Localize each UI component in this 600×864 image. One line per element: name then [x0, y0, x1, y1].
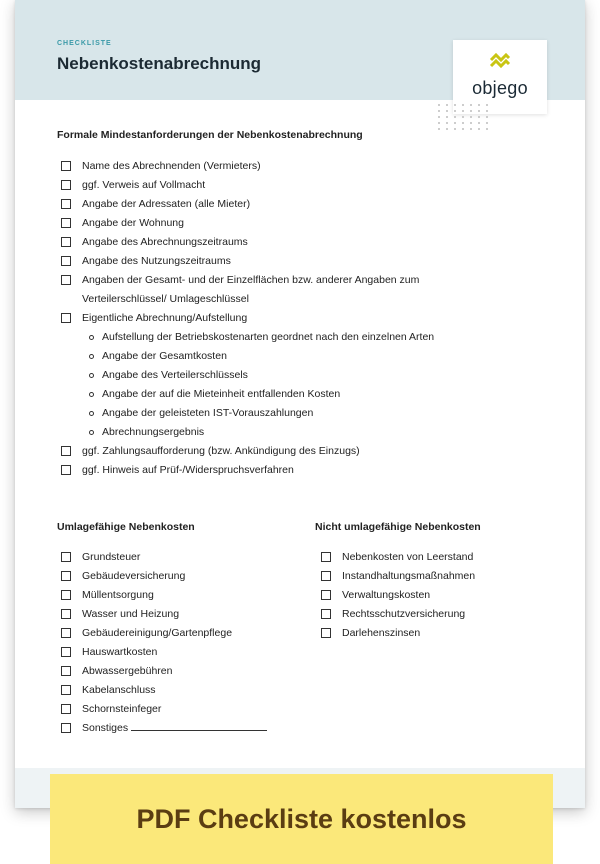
checkbox[interactable] [321, 628, 331, 638]
subitem-label: Abrechnungsergebnis [102, 426, 205, 438]
checklist-item [57, 176, 537, 195]
checkbox[interactable] [61, 237, 71, 247]
checklist-item [57, 233, 537, 252]
circle-bullet-icon [89, 411, 94, 416]
checklist-item [57, 309, 537, 328]
formal-checklist [57, 157, 537, 480]
checklist-item-label: Müllentsorgung [82, 589, 154, 601]
checkbox[interactable] [61, 628, 71, 638]
checkbox[interactable] [61, 161, 71, 171]
checkbox[interactable] [61, 571, 71, 581]
checklist-item-label: Angabe der Wohnung [82, 217, 184, 229]
download-pdf-button[interactable]: PDF Checkliste kostenlos [50, 774, 553, 864]
checkbox[interactable] [61, 218, 71, 228]
checkbox[interactable] [61, 685, 71, 695]
checklist-subitem [57, 366, 537, 385]
checkbox[interactable] [61, 256, 71, 266]
checklist-subitem [57, 385, 537, 404]
checklist-item-label: Gebäudeversicherung [82, 570, 186, 582]
nicht-umlage-checklist [317, 548, 567, 643]
checklist-item [317, 586, 567, 605]
checklist-item-label: Angabe des Nutzungszeitraums [82, 255, 231, 267]
checklist-item-label: ggf. Zahlungsaufforderung (bzw. Ankündigung des Einzugs) [82, 445, 360, 457]
checklist-document [15, 0, 585, 808]
checklist-item [57, 442, 537, 461]
checklist-item [57, 643, 307, 662]
checklist-item-label: Gebäudereinigung/Gartenpflege [82, 627, 233, 639]
section-title-nicht-umlage: Nicht umlagefähige Nebenkosten [315, 521, 481, 533]
checklist-item-label: Angaben der Gesamt- und der Einzelflächen bzw. anderer Angaben zum Verteilerschlüssel/ Umlageschlüssel [82, 274, 420, 305]
checklist-item-label: Instandhaltungsmaßnahmen [342, 570, 476, 582]
checklist-item-label: ggf. Hinweis auf Prüf-/Widerspruchsverfahren [82, 464, 294, 476]
checklist-item-label: Sonstiges [82, 722, 129, 734]
checklist-item [317, 624, 567, 643]
checklist-item [57, 195, 537, 214]
checkbox[interactable] [61, 275, 71, 285]
checklist-item [317, 605, 567, 624]
document-title: Nebenkostenabrechnung [57, 54, 262, 73]
checklist-item-label: Eigentliche Abrechnung/Aufstellung [82, 312, 248, 324]
checkbox[interactable] [61, 552, 71, 562]
decorative-dot-grid [435, 102, 489, 132]
checklist-item [317, 548, 567, 567]
checklist-item-label: Kabelanschluss [82, 684, 156, 696]
checklist-item-label: Darlehenszinsen [342, 627, 421, 639]
subitem-label: Aufstellung der Betriebskostenarten geordnet nach den einzelnen Arten [102, 331, 435, 343]
checkbox[interactable] [321, 571, 331, 581]
checklist-subitem [57, 328, 537, 347]
checkbox[interactable] [61, 180, 71, 190]
logo-text: objego [472, 78, 528, 98]
checkbox[interactable] [61, 313, 71, 323]
checklist-item-label: Angabe des Abrechnungszeitraums [82, 236, 248, 248]
checklist-subitem [57, 347, 537, 366]
checkbox[interactable] [61, 704, 71, 714]
checklist-item [57, 567, 307, 586]
checklist-item-label: Name des Abrechnenden (Vermieters) [82, 160, 261, 172]
checklist-item-label: Verwaltungskosten [342, 589, 431, 601]
circle-bullet-icon [89, 430, 94, 435]
checklist-item-label: Hauswartkosten [82, 646, 158, 658]
checklist-item-label: Rechtsschutzversicherung [342, 608, 466, 620]
checklist-item-label: Abwassergebühren [82, 665, 173, 677]
checklist-item [57, 461, 537, 480]
subitem-label: Angabe der Gesamtkosten [102, 350, 227, 362]
checkbox[interactable] [61, 465, 71, 475]
checklist-item [57, 252, 537, 271]
subitem-label: Angabe der geleisteten IST-Vorauszahlungen [102, 407, 314, 419]
checklist-item-label: Grundsteuer [82, 551, 141, 563]
checklist-item [57, 605, 307, 624]
logo-chevron-icon [489, 52, 511, 70]
checklist-item-label: Nebenkosten von Leerstand [342, 551, 474, 563]
checkbox[interactable] [321, 609, 331, 619]
checklist-item [317, 567, 567, 586]
circle-bullet-icon [89, 354, 94, 359]
checklist-item [57, 586, 307, 605]
checklist-item [57, 719, 307, 738]
fill-in-line[interactable] [131, 719, 267, 731]
subitem-label: Angabe des Verteilerschlüssels [102, 369, 248, 381]
checklist-item-label: Angabe der Adressaten (alle Mieter) [82, 198, 251, 210]
checklist-item [57, 700, 307, 719]
checklist-subitem [57, 404, 537, 423]
checklist-item [57, 624, 307, 643]
document-kicker: CHECKLISTE [57, 40, 112, 47]
circle-bullet-icon [89, 373, 94, 378]
checklist-item-label: Wasser und Heizung [82, 608, 180, 620]
checklist-item [57, 548, 307, 567]
checklist-item [57, 681, 307, 700]
checkbox[interactable] [61, 590, 71, 600]
checkbox[interactable] [61, 199, 71, 209]
checkbox[interactable] [61, 666, 71, 676]
checklist-item [57, 662, 307, 681]
checkbox[interactable] [61, 609, 71, 619]
checklist-subitem [57, 423, 537, 442]
checkbox[interactable] [321, 590, 331, 600]
circle-bullet-icon [89, 392, 94, 397]
checklist-item [57, 157, 537, 176]
checklist-item [57, 214, 537, 233]
circle-bullet-icon [89, 335, 94, 340]
checkbox[interactable] [61, 723, 71, 733]
checklist-item [57, 271, 502, 309]
section-title-umlage: Umlagefähige Nebenkosten [57, 521, 195, 533]
umlage-checklist [57, 548, 307, 738]
section-title-formal: Formale Mindestanforderungen der Nebenkostenabrechnung [57, 129, 363, 141]
checkbox[interactable] [61, 446, 71, 456]
checklist-item-label: ggf. Verweis auf Vollmacht [82, 179, 206, 191]
checkbox[interactable] [321, 552, 331, 562]
subitem-label: Angabe der auf die Mieteinheit entfallenden Kosten [102, 388, 341, 400]
checklist-item-label: Schornsteinfeger [82, 703, 162, 715]
checkbox[interactable] [61, 647, 71, 657]
